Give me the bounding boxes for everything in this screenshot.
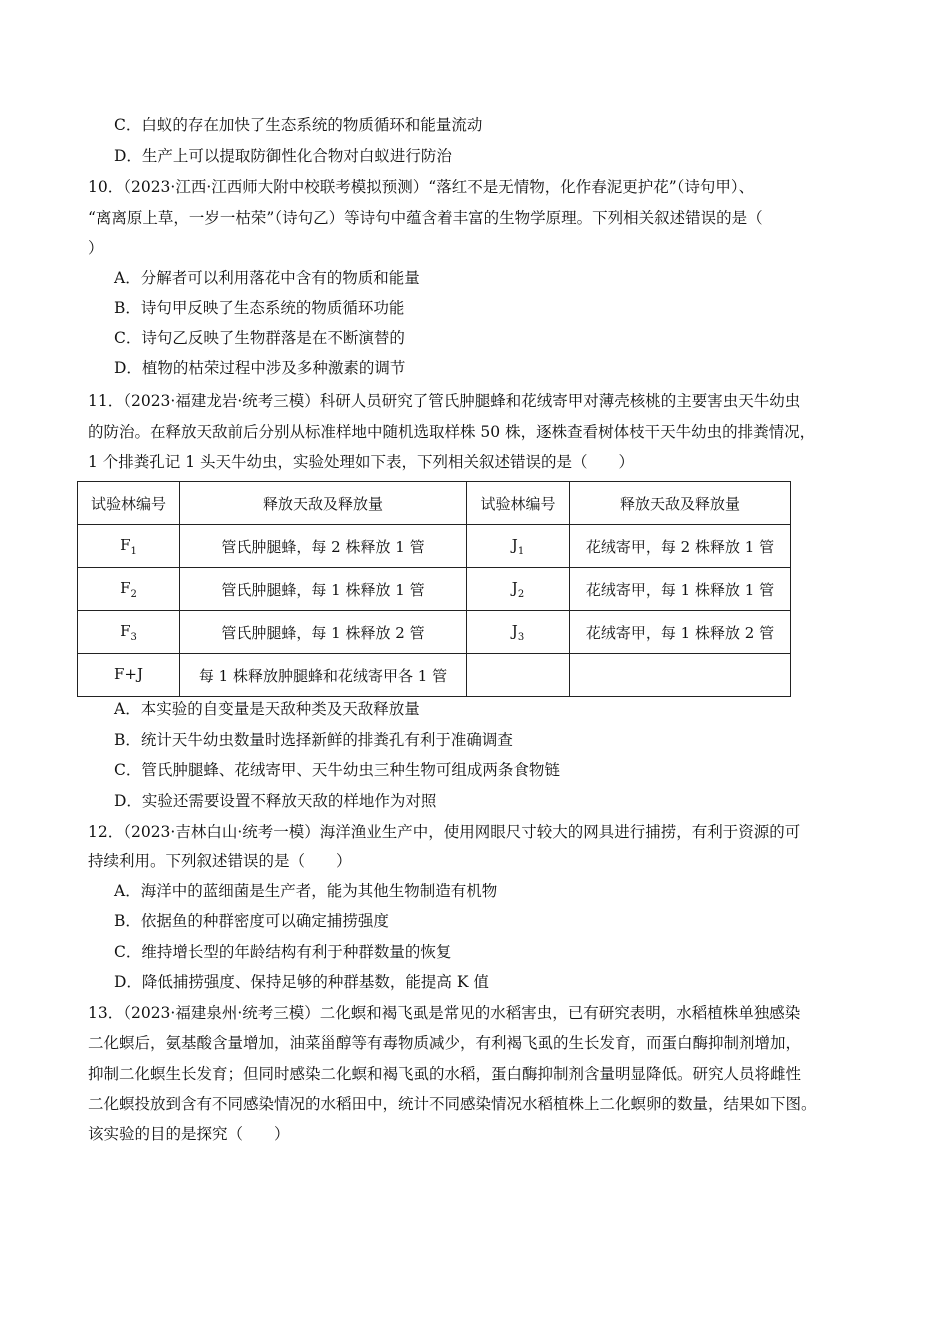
release-cell: 管氏肿腿蜂，每 1 株释放 1 管 [180, 568, 467, 611]
plot-id-cell: $J_3$ [467, 611, 570, 654]
q10-stem-line-1: 10．（2023·江西·江西师大附中校联考模拟预测）“落红不是无情物，化作春泥更护花”（诗句甲）、 [88, 178, 755, 196]
release-cell: 花绒寄甲，每 1 株释放 2 管 [570, 611, 791, 654]
q10-option-b: B．诗句甲反映了生态系统的物质循环功能 [114, 299, 405, 317]
q11-option-b: B．统计天牛幼虫数量时选择新鲜的排粪孔有利于准确调查 [114, 731, 513, 749]
plot-id-cell: $J_1$ [467, 525, 570, 568]
table-header-row [78, 482, 791, 525]
q11-option-c: C．管氏肿腿蜂、花绒寄甲、天牛幼虫三种生物可组成两条食物链 [114, 761, 560, 779]
table-row [78, 611, 791, 654]
q12-option-c: C．维持增长型的年龄结构有利于种群数量的恢复 [114, 943, 452, 961]
q10-option-d: D．植物的枯荣过程中涉及多种激素的调节 [114, 359, 406, 377]
plot-id-cell: $F_3$ [78, 611, 180, 654]
q10-option-c: C．诗句乙反映了生物群落是在不断演替的 [114, 329, 405, 347]
q13-stem-line-5: 该实验的目的是探究（ ） [88, 1125, 290, 1143]
plot-id-cell: $J_2$ [467, 568, 570, 611]
plot-id-cell: $F_1$ [78, 525, 180, 568]
header-cell: 释放天敌及释放量 [180, 482, 467, 525]
release-cell: 花绒寄甲，每 1 株释放 1 管 [570, 568, 791, 611]
q13-stem-line-2: 二化螟后，氨基酸含量增加，油菜甾醇等有毒物质减少，有利褐飞虱的生长发育，而蛋白酶抑制剂增加， [88, 1034, 802, 1052]
header-cell: 释放天敌及释放量 [570, 482, 791, 525]
release-cell: 管氏肿腿蜂，每 2 株释放 1 管 [180, 525, 467, 568]
q13-stem-line-4: 二化螟投放到含有不同感染情况的水稻田中，统计不同感染情况水稻植株上二化螟卵的数量，结果如下图。 [88, 1095, 817, 1113]
q11-stem-line-1: 11．（2023·福建龙岩·统考三模）科研人员研究了管氏肿腿蜂和花绒寄甲对薄壳核桃的主要害虫天牛幼虫 [88, 392, 801, 410]
q9-option-c: C．白蚁的存在加快了生态系统的物质循环和能量流动 [114, 116, 483, 134]
q13-stem-line-1: 13．（2023·福建泉州·统考三模）二化螟和褐飞虱是常见的水稻害虫，已有研究表明，水稻植株单独感染 [88, 1004, 801, 1022]
q10-stem-line-2: “离离原上草，一岁一枯荣”（诗句乙）等诗句中蕴含着丰富的生物学原理。下列相关叙述错误的是（ [88, 209, 763, 227]
q13-stem-line-3: 抑制二化螟生长发育；但同时感染二化螟和褐飞虱的水稻，蛋白酶抑制剂含量明显降低。研究人员将雌性 [88, 1065, 802, 1083]
q9-option-d: D．生产上可以提取防御性化合物对白蚁进行防治 [114, 147, 452, 165]
q11-stem-line-2: 的防治。在释放天敌前后分别从标准样地中随机选取样株 50 株，逐株查看树体枝干天牛幼虫的排粪情况， [88, 423, 816, 441]
empty-cell [570, 654, 791, 697]
release-cell: 管氏肿腿蜂，每 1 株释放 2 管 [180, 611, 467, 654]
header-cell: 试验林编号 [467, 482, 570, 525]
plot-id-cell: F+J [78, 654, 180, 697]
q12-option-a: A．海洋中的蓝细菌是生产者，能为其他生物制造有机物 [114, 882, 498, 900]
q10-option-a: A．分解者可以利用落花中含有的物质和能量 [114, 269, 420, 287]
table-row [78, 568, 791, 611]
empty-cell [467, 654, 570, 697]
q11-option-a: A．本实验的自变量是天敌种类及天敌释放量 [114, 700, 420, 718]
header-cell: 试验林编号 [78, 482, 180, 525]
q12-stem-line-2: 持续利用。下列叙述错误的是（ ） [88, 852, 352, 870]
q12-stem-line-1: 12．（2023·吉林白山·统考一模）海洋渔业生产中，使用网眼尺寸较大的网具进行捕捞，有利于资源的可 [88, 823, 801, 841]
q11-stem-line-3: 1 个排粪孔记 1 头天牛幼虫，实验处理如下表，下列相关叙述错误的是（ ） [88, 453, 635, 471]
table-row [78, 654, 791, 697]
release-cell: 每 1 株释放肿腿蜂和花绒寄甲各 1 管 [180, 654, 467, 697]
q12-option-d: D．降低捕捞强度、保持足够的种群基数，能提高 K 值 [114, 973, 489, 991]
release-cell: 花绒寄甲，每 2 株释放 1 管 [570, 525, 791, 568]
q11-option-d: D．实验还需要设置不释放天敌的样地作为对照 [114, 792, 437, 810]
experiment-table [77, 481, 791, 697]
q12-option-b: B．依据鱼的种群密度可以确定捕捞强度 [114, 912, 389, 930]
plot-id-cell: $F_2$ [78, 568, 180, 611]
q10-stem-line-3: ） [88, 239, 104, 257]
table-row [78, 525, 791, 568]
